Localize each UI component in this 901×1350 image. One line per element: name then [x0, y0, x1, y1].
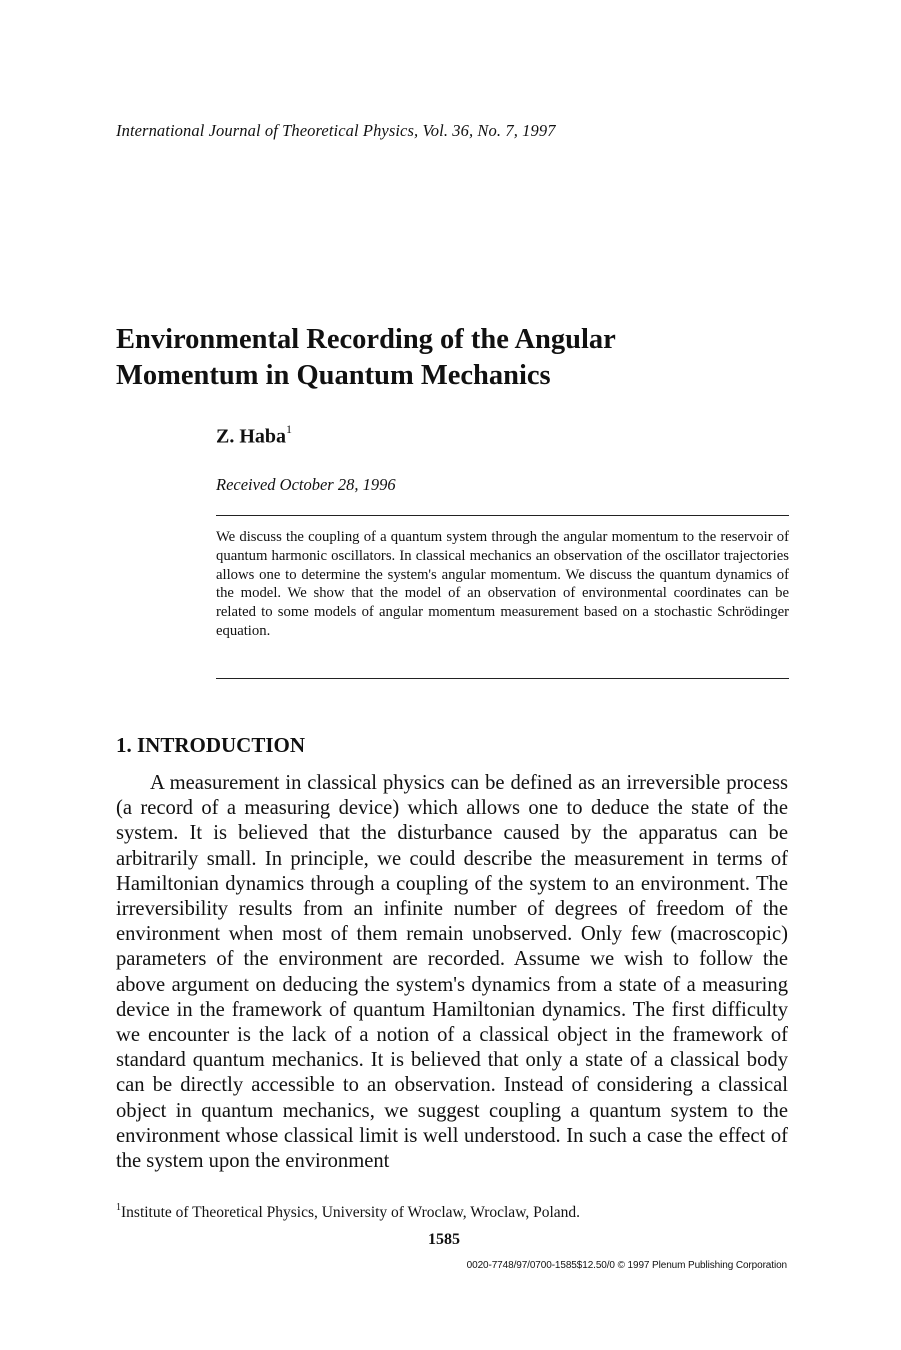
copyright-line: 0020-7748/97/0700-1585$12.50/0 © 1997 Plenum Publishing Corporation — [466, 1260, 787, 1271]
footnote — [116, 1203, 580, 1222]
abstract-bottom-rule — [216, 678, 789, 679]
footnote-text: Institute of Theoretical Physics, University of Wroclaw, Wroclaw, Poland. — [121, 1204, 581, 1222]
introduction-paragraph: A measurement in classical physics can be defined as an irreversible process (a record of a measuring device) which allows one to deduce the state of the system. It is believed that the disturbance caused by the apparatus can be arbitrarily small. In principle, we could describe the measurement in terms of Hamiltonian dynamics through a coupling of the system to an environment. The irreversibility results from an infinite number of degrees of freedom of the environment when most of them remain unobserved. Only few (macroscopic) parameters of the environment are recorded. Assume we wish to follow the above argument on deducing the system's dynamics from a state of a measuring device in the framework of quantum Hamiltonian dynamics. The first difficulty we encounter is the lack of a notion of a classical object in the framework of standard quantum mechanics. It is believed that only a state of a classical body can be directly accessible to an observation. Instead of considering a classical object in quantum mechanics, we suggest coupling a quantum system to the environment whose classical limit is well understood. In such a case the effect of the system upon the environment — [116, 772, 788, 1173]
abstract-text: We discuss the coupling of a quantum system through the angular momentum to the reservoir of quantum harmonic oscillators. In classical mechanics an observation of the oscillator trajectories allows one to determine the system's angular momentum. We discuss the quantum dynamics of the model. We show that the model of an observation of environmental coordinates can be related to some models of angular momentum measurement based on a stochastic Schrödinger equation. — [216, 529, 789, 639]
footnote-mark: 1 — [116, 1202, 121, 1213]
page-number: 1585 — [428, 1231, 460, 1248]
article-title: Environmental Recording of the Angular Momentum in Quantum Mechanics — [116, 324, 616, 391]
author-name: Z. Haba — [216, 425, 287, 448]
received-date: Received October 28, 1996 — [216, 475, 396, 494]
author-footnote-mark: 1 — [286, 422, 293, 436]
author-line — [216, 424, 292, 449]
abstract-top-rule — [216, 515, 789, 516]
section-heading: 1. INTRODUCTION — [116, 733, 306, 757]
journal-citation: International Journal of Theoretical Physics, Vol. 36, No. 7, 1997 — [116, 121, 556, 140]
